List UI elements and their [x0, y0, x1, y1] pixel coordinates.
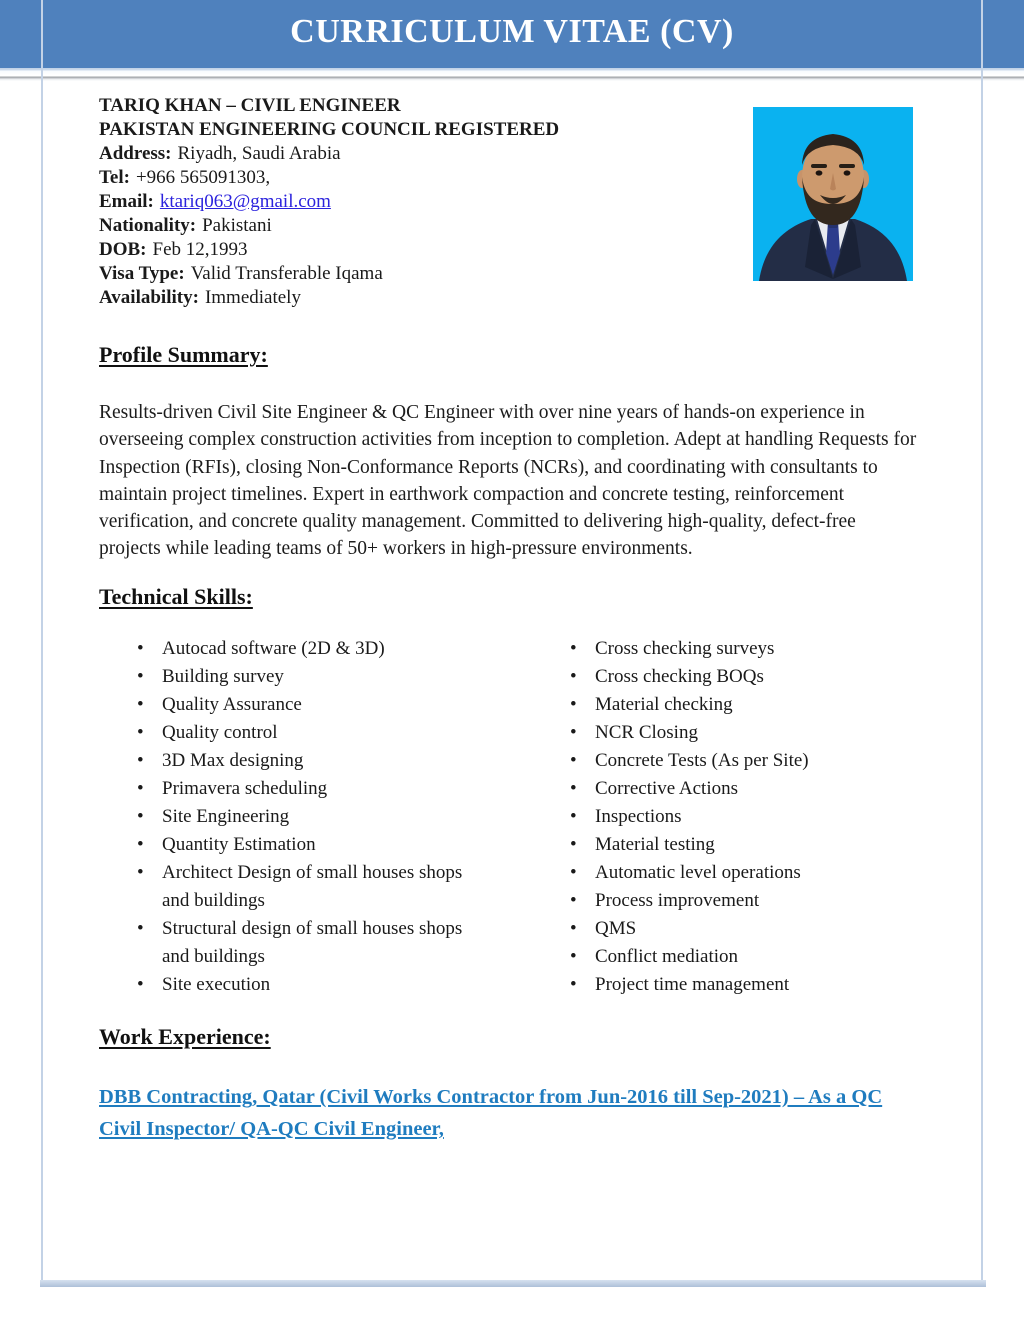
profile-summary-heading: Profile Summary:	[99, 342, 268, 367]
skill-item: • QMS	[568, 915, 908, 943]
title-banner	[0, 0, 1024, 68]
work-experience-entry-link[interactable]: DBB Contracting, Qatar (Civil Works Contractor from Jun-2016 till Sep-2021) – As a QC Civil Inspector/ QA-QC Civil Engineer,	[99, 1085, 883, 1140]
skill-item: • Site execution	[135, 971, 467, 999]
skill-item: • Conflict mediation	[568, 943, 908, 971]
council-registration: PAKISTAN ENGINEERING COUNCIL REGISTERED	[99, 119, 560, 140]
skills-right-column	[568, 635, 908, 999]
skill-item: • Concrete Tests (As per Site)	[568, 747, 908, 775]
field-availability: Availability: Immediately	[99, 287, 301, 308]
field-visa-type: Visa Type: Valid Transferable Iqama	[99, 263, 383, 284]
field-tel: Tel: +966 565091303,	[99, 167, 271, 188]
skill-item: • Cross checking BOQs	[568, 663, 908, 691]
skill-item: • Corrective Actions	[568, 775, 908, 803]
skills-columns	[99, 635, 917, 999]
candidate-name: TARIQ KHAN – CIVIL ENGINEER	[99, 95, 401, 116]
page-border-left	[41, 0, 43, 1287]
field-dob: DOB: Feb 12,1993	[99, 239, 248, 260]
field-email: Email: ktariq063@gmail.com	[99, 191, 331, 212]
skill-item: • Architect Design of small houses shops and buildings	[135, 859, 467, 915]
skill-item: • NCR Closing	[568, 719, 908, 747]
document-body	[99, 94, 917, 1145]
skill-item: • Site Engineering	[135, 803, 467, 831]
skill-item: • Quality Assurance	[135, 691, 467, 719]
profile-summary-text: Results-driven Civil Site Engineer & QC Engineer with over nine years of hands-on experience in overseeing complex construction activities from inception to completion. Adept at handling Requests for Inspection (RFIs), closing Non-Conformance Reports (NCRs), and coordinating with consultants to maintain project timelines. Expert in earthwork compaction and concrete testing, reinforcement verification, and concrete quality management. Committed to delivering high-quality, defect-free projects while leading teams of 50+ workers in high-pressure environments.	[99, 402, 917, 560]
page-bottom-edge	[40, 1280, 986, 1287]
work-experience-heading: Work Experience:	[99, 1023, 271, 1049]
skill-item: • Material testing	[568, 831, 908, 859]
personal-info-block	[99, 94, 917, 310]
skill-item: • 3D Max designing	[135, 747, 467, 775]
page-title: CURRICULUM VITAE (CV)	[290, 13, 734, 50]
skill-item: • Cross checking surveys	[568, 635, 908, 663]
skill-item: • Material checking	[568, 691, 908, 719]
skill-item: • Quality control	[135, 719, 467, 747]
skill-item: • Primavera scheduling	[135, 775, 467, 803]
skill-item: • Building survey	[135, 663, 467, 691]
field-nationality: Nationality: Pakistani	[99, 215, 272, 236]
skills-left-column	[135, 635, 568, 999]
field-address: Address: Riyadh, Saudi Arabia	[99, 143, 341, 164]
skill-item: • Autocad software (2D & 3D)	[135, 635, 467, 663]
page-border-right	[981, 0, 983, 1287]
skill-item: • Quantity Estimation	[135, 831, 467, 859]
skill-item: • Inspections	[568, 803, 908, 831]
skill-item: • Structural design of small houses shops and buildings	[135, 915, 467, 971]
skill-item: • Automatic level operations	[568, 859, 908, 887]
banner-divider	[0, 68, 1024, 81]
technical-skills-heading: Technical Skills:	[99, 583, 253, 609]
skill-item: • Process improvement	[568, 887, 908, 915]
email-link[interactable]: ktariq063@gmail.com	[159, 191, 331, 212]
skill-item: • Project time management	[568, 971, 908, 999]
